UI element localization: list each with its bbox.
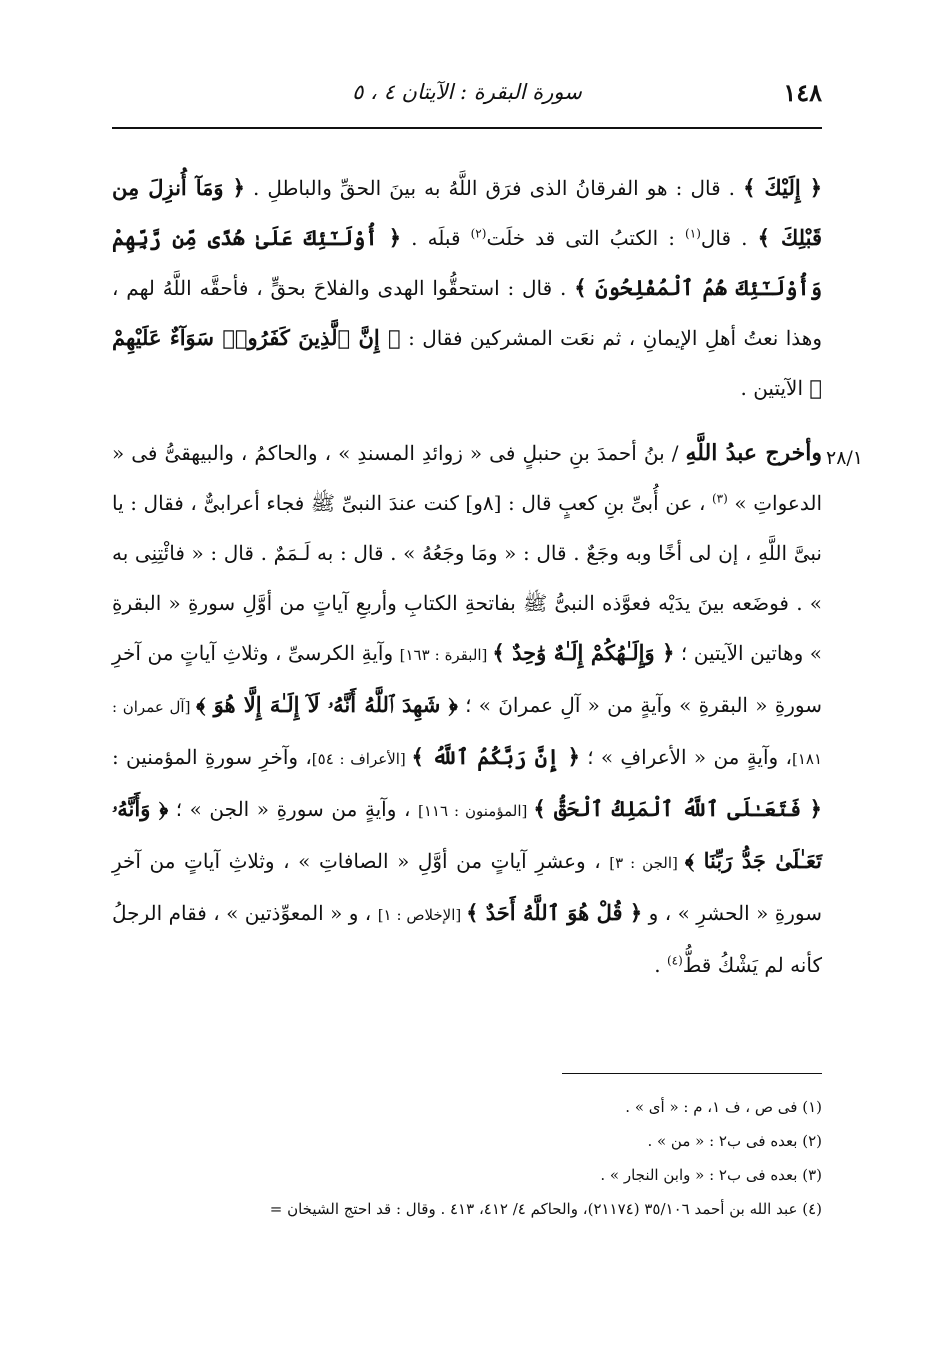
text-run: الآيتين . <box>740 376 810 400</box>
footnote-1: (١) فى ص ، ف ١، م : « أى » . <box>625 1098 822 1116</box>
verse-reference: [الإخلاص : ١] <box>377 906 467 924</box>
quran-quote: ﴿ وَإِلَـٰهُكُمْ إِلَـٰهٌ وَٰحِدٌ ﴾ <box>492 640 675 665</box>
text-run: ، وآخرِ سورةِ المؤمنين : <box>112 745 312 769</box>
text-run: ، عن أُبىِّ بنِ كعبٍ قال : [٨و] كنت عندَ النبىِّ ﷺ فجاء أعرابىٌّ ، فقال : يا نبىَّ اللَّهِ ، إن لى أخًا وبه وجَعٌ . قال : « ومَا وجَعُهُ » . قال : به لَـمَمٌ . قال : « فائْتِنِى به » . فوضَعه بينَ يدَيْه فعوَّذه النبىُّ ﷺ بفاتحةِ الكتابِ وأربعِ آياتٍ من أوَّلِ سورةِ « البقرةِ » وهاتين الآيتين ؛ <box>112 491 822 665</box>
text-run: وآيةِ الكرسىِّ ، وثلاثِ آياتٍ من آخرِ سورةِ « البقرةِ » وآيةٍ من « آلِ عمرانَ » ؛ <box>112 641 823 717</box>
text-run: ، وعشرِ آياتٍ من أوَّلِ « الصافاتِ » ، وثلاثِ آياتٍ من آخرِ سورةِ « الحشرِ » ، و <box>112 849 822 925</box>
text-run: . قال : استحقُّوا الهدى والفلاحَ بحقٍّ ، فأحقَّه اللَّهُ لهم ، وهذا نعتُ أهلِ الإيمانِ ، ثم نعَت المشركين فقال : <box>112 276 822 350</box>
lead-phrase: وأخرج عبدُ اللَّهِ <box>685 440 823 466</box>
quran-quote: ﴿ إِنَّ ٱلَّذِينَ كَفَرُوا۟ سَوَآءٌ عَلَيْهِمْ ﴾ <box>112 325 822 400</box>
margin-reference: ٢٨/١ <box>826 447 864 469</box>
footnote-marker: (٣) <box>711 491 728 506</box>
verse-reference: [الأعراف : ٥٤] <box>311 750 412 768</box>
quran-quote: ﴿ قُلْ هُوَ ٱللَّهُ أَحَدٌ ﴾ <box>466 900 643 925</box>
text-run: ، وآيةٍ من سورةِ « الجن » ؛ <box>168 797 418 821</box>
text-run: . <box>654 953 667 977</box>
footnote-marker: (٤) <box>666 953 683 968</box>
footnote-4: (٤) عبد الله بن أحمد ٣٥/١٠٦ (٢١١٧٤)، والحاكم ٤/ ٤١٢، ٤١٣ . وقال : قد احتج الشيخان = <box>269 1200 822 1218</box>
paragraph-1 <box>112 163 822 413</box>
text-run: قبلَه . <box>401 226 471 250</box>
footnote-3: (٣) بعده فى ب٢ : « وابن النجار » . <box>600 1166 822 1184</box>
quran-quote: ﴿ أُوْلَـٰٓئِكَ عَلَىٰ هُدًى مِّن رَّبِّهِمْ وَأُوْلَـٰٓئِكَ هُمُ ٱلْمُفْلِحُونَ ﴾ <box>112 225 823 300</box>
page-header <box>112 78 822 118</box>
footnote-2: (٢) بعده فى ب٢ : « من » . <box>647 1132 822 1150</box>
text-run: : الكتبُ التى قد خلَت <box>486 226 686 250</box>
footnote-marker: (١) <box>685 226 701 241</box>
running-head: سورة البقرة : الآيتان ٤ ، ٥ <box>352 80 582 104</box>
header-rule <box>112 127 822 129</box>
text-run: ، و « المعوِّذتين » ، فقام الرجلُ كأنه لم يَشْكُ قطُّ <box>112 901 822 977</box>
footnote-rule <box>562 1073 822 1074</box>
text-run: / بنُ أحمدَ بنِ حنبلٍ فى « زوائدِ المسندِ » ، والحاكمُ ، والبيهقىُّ فى « الدعواتِ » <box>112 441 822 515</box>
quran-quote: ﴿ فَتَعَـٰلَى ٱللَّهُ ٱلْمَلِكُ ٱلْحَقُّ ﴾ <box>533 796 822 821</box>
quran-quote: ﴿ شَهِدَ ٱللَّهُ أَنَّهُۥ لَآ إِلَـٰهَ إِلَّا هُوَ ﴾ <box>196 692 458 717</box>
page-number: ١٤٨ <box>783 78 822 107</box>
verse-reference: [آل عمران : ١٨١] <box>112 698 822 768</box>
quran-quote: ﴿ إِنَّ رَبَّكُمُ ٱللَّهُ ﴾ <box>411 744 580 769</box>
verse-reference: [البقرة : ١٦٣] <box>399 646 493 664</box>
text-run: . قال : هو الفرقانُ الذى فرَق اللَّهُ به بينَ الحقِّ والباطلِ . <box>244 176 744 200</box>
quran-quote: ﴿ وَأَنَّهُۥ تَعَـٰلَىٰ جَدُّ رَبِّنَا ﴾ <box>112 796 822 873</box>
text-run: ، وآيةٍ من « الأعرافِ » ؛ <box>579 745 792 769</box>
text-run: . قال <box>700 226 758 250</box>
paragraph-2 <box>112 428 822 990</box>
quran-quote: ﴿ إِلَيْكَ ﴾ <box>743 175 823 200</box>
footnotes <box>112 1090 822 1226</box>
verse-reference: [المؤمنون : ١١٦] <box>417 802 534 820</box>
quran-quote: ﴿ وَمَآ أُنزِلَ مِن قَبْلِكَ ﴾ <box>112 175 822 250</box>
footnote-marker: (٢) <box>470 226 487 241</box>
verse-reference: [الجن : ٣] <box>609 854 685 872</box>
